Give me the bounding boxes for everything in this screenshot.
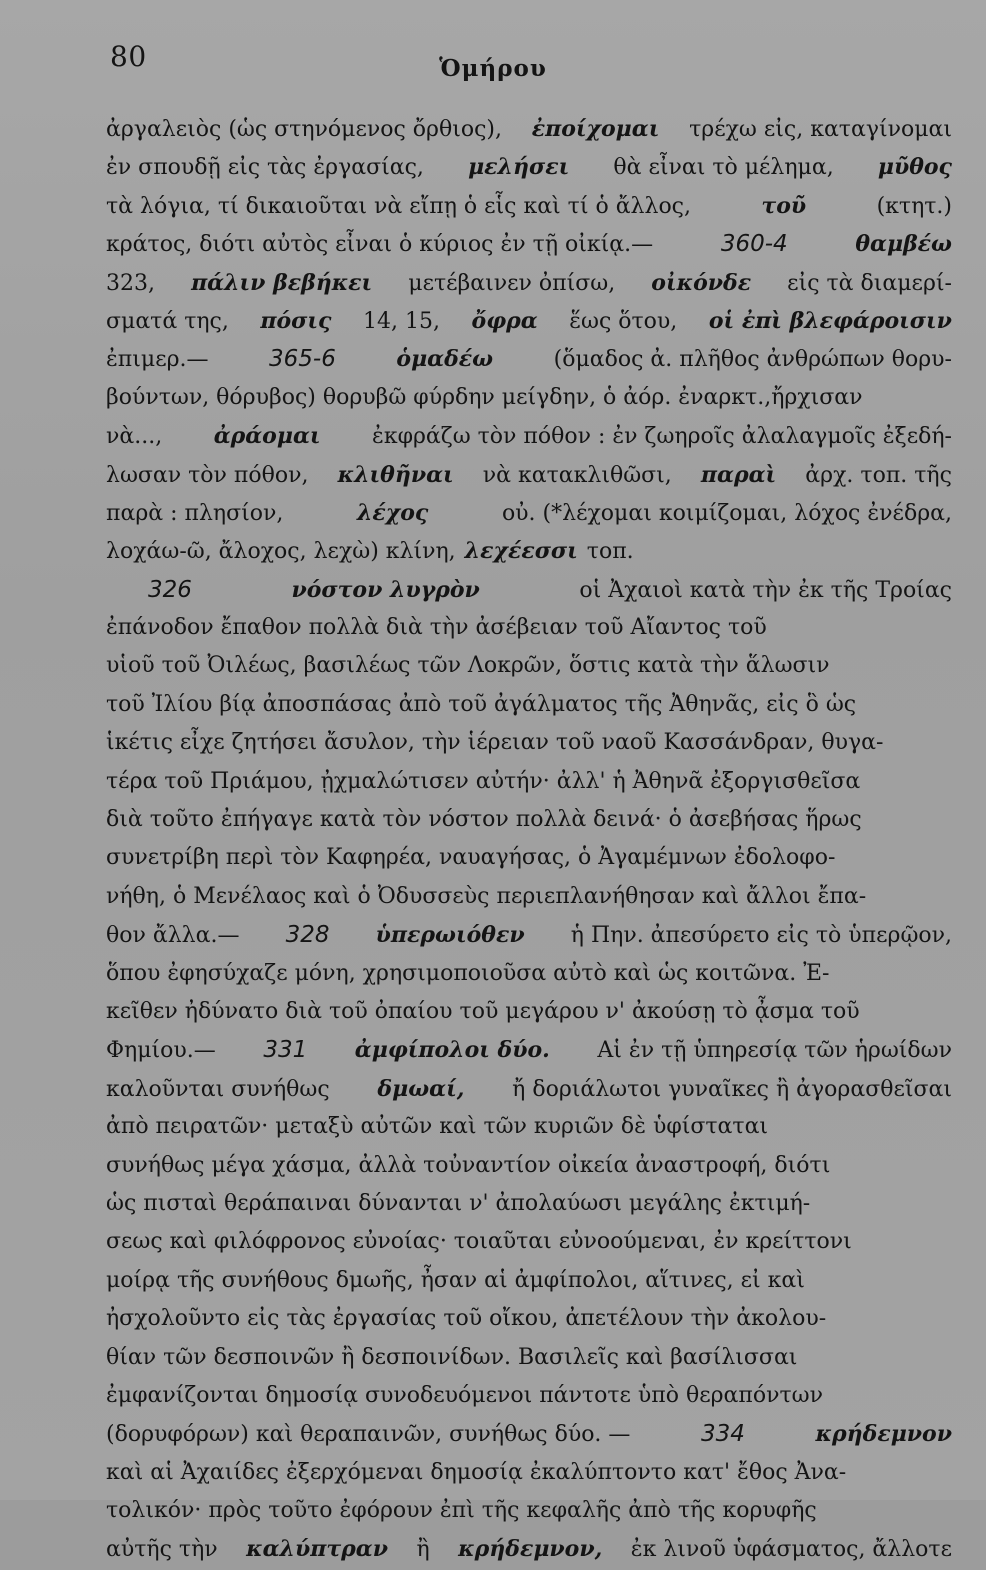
text-run: τὰ λόγια, τί δικαιοῦται νὰ εἴπῃ ὁ εἷς καὶ τί ὁ ἄλλος,	[106, 193, 691, 219]
text-run: σματά της,	[106, 308, 229, 334]
text-line	[106, 839, 952, 877]
text-line	[106, 1492, 952, 1530]
text-run: μετέβαινεν ὀπίσω,	[408, 270, 616, 296]
text-line	[106, 878, 952, 916]
text-run: Αἱ ἐν τῇ ὑπηρεσίᾳ τῶν ἡρωίδων	[597, 1038, 952, 1064]
lemma-word: θαμβέω	[855, 231, 952, 258]
text-run: ἐκ λινοῦ ὑφάσματος, ἄλλοτε	[630, 1537, 952, 1563]
text-line	[106, 724, 952, 762]
text-run: συνήθως μέγα χάσμα, ἀλλὰ τοὐναντίον οἰκεία ἀναστροφή, διότι	[106, 1152, 831, 1178]
text-line	[106, 1185, 952, 1223]
lemma-word: παραὶ	[700, 461, 777, 488]
text-run: λωσαν τὸν πόθον,	[106, 462, 309, 488]
text-line	[106, 916, 952, 954]
text-run: ἱκέτις εἶχε ζητήσει ἄσυλον, τὴν ἱέρειαν τοῦ ναοῦ Κασσάνδραν, θυγα-	[106, 730, 884, 756]
text-line	[106, 264, 952, 302]
text-run: ὡς πισταὶ θεράπαιναι δύνανται ν' ἀπολαύωσι μεγάλης ἐκτιμή-	[106, 1190, 811, 1216]
lemma-word: λεχέεσσι	[464, 538, 578, 565]
text-run: ἡ Πην. ἀπεσύρετο εἰς τὸ ὑπερῷον,	[570, 923, 952, 949]
text-run: ἀπὸ πειρατῶν· μεταξὺ αὐτῶν καὶ τῶν κυριῶν δὲ ὑφίσταται	[106, 1114, 769, 1140]
text-run: (κτητ.)	[876, 193, 952, 219]
text-run: συνετρίβη περὶ τὸν Καφηρέα, ναυαγήσας, ὁ Ἀγαμέμνων ἐδολοφο-	[106, 845, 836, 871]
text-run: παρὰ : πλησίον,	[106, 500, 284, 526]
lemma-word: ὑπερωιόθεν	[375, 922, 525, 949]
verse-reference: 326	[148, 576, 192, 603]
text-run: 323,	[106, 270, 155, 296]
text-run: υἱοῦ τοῦ Ὀιλέως, βασιλέως τῶν Λοκρῶν, ὅστις κατὰ τὴν ἅλωσιν	[106, 653, 830, 679]
text-line	[106, 993, 952, 1031]
verse-reference: 331	[263, 1037, 308, 1064]
text-run: καὶ αἱ Ἀχαιίδες ἐξερχόμεναι δημοσίᾳ ἐκαλύπτοντο κατ' ἔθος Ἀνα-	[106, 1459, 847, 1485]
text-line	[106, 379, 952, 417]
lemma-word: κρήδεμνον,	[458, 1536, 603, 1563]
text-line	[106, 532, 952, 570]
text-run: λοχάω-ῶ, ἄλοχος, λεχὼ) κλίνη,	[106, 539, 456, 565]
text-run: ὅπου ἐφησύχαζε μόνη, χρησιμοποιοῦσα αὐτὸ καὶ ὡς κοιτῶνα. Ἐ-	[106, 960, 830, 986]
text-line	[106, 1377, 952, 1415]
commentary-text	[106, 110, 952, 1569]
text-line	[106, 1147, 952, 1185]
lemma-word: κρήδεμνον	[815, 1421, 952, 1448]
text-run: ἐμφανίζονται δημοσίᾳ συνοδευόμενοι πάντοτε ὑπὸ θεραπόντων	[106, 1382, 823, 1408]
lemma-word: ὄφρα	[471, 307, 538, 334]
text-line	[106, 1031, 952, 1069]
text-run: Φημίου.—	[106, 1038, 216, 1064]
text-run: σεως καὶ φιλόφρονος εὐνοίας· τοιαῦται εὐνοούμεναι, ἐν κρείττονι	[106, 1229, 852, 1255]
lemma-word: μῦθος	[877, 154, 952, 181]
text-line	[106, 1300, 952, 1338]
verse-reference: 334	[701, 1421, 745, 1448]
page-number: 80	[110, 40, 147, 73]
lemma-word: ὁμαδέω	[396, 346, 494, 373]
text-line	[106, 340, 952, 378]
lemma-word: πάλιν βεβήκει	[191, 269, 373, 296]
text-line	[106, 609, 952, 647]
text-line	[106, 494, 952, 532]
text-line	[106, 1530, 952, 1568]
text-line	[106, 110, 952, 148]
text-run: ἐπιμερ.—	[106, 347, 209, 373]
text-line	[106, 763, 952, 801]
text-run: οἱ Ἀχαιοὶ κατὰ τὴν ἐκ τῆς Τροίας	[579, 577, 952, 603]
text-run: ἢ	[416, 1537, 430, 1563]
text-run: 14, 15,	[363, 308, 440, 334]
text-run: κράτος, διότι αὐτὸς εἶναι ὁ κύριος ἐν τῇ οἰκίᾳ.—	[106, 232, 654, 258]
text-run: θὰ εἶναι τὸ μέλημα,	[613, 155, 834, 181]
text-run: οὐ. (*λέχομαι κοιμίζομαι, λόχος ἐνέδρα,	[501, 500, 952, 526]
text-run: διὰ τοῦτο ἐπήγαγε κατὰ τὸν νόστον πολλὰ δεινά· ὁ ἀσεβήσας ἥρως	[106, 807, 862, 833]
text-run: ἠσχολοῦντο εἰς τὰς ἐργασίας τοῦ οἴκου, ἀπετέλουν τὴν ἀκολου-	[106, 1306, 827, 1332]
text-run: (ὅμαδος ἀ. πλῆθος ἀνθρώπων θορυ-	[553, 347, 952, 373]
text-line	[106, 1454, 952, 1492]
text-line	[106, 647, 952, 685]
text-line	[106, 417, 952, 455]
verse-reference: 328	[285, 922, 330, 949]
text-line	[106, 955, 952, 993]
text-run: ἐν σπουδῇ εἰς τὰς ἐργασίας,	[106, 155, 424, 181]
text-run: τολικόν· πρὸς τοῦτο ἐφόρουν ἐπὶ τῆς κεφαλῆς ἀπὸ τῆς κορυφῆς	[106, 1498, 817, 1524]
text-line	[106, 686, 952, 724]
text-line	[106, 1415, 952, 1453]
text-line	[106, 801, 952, 839]
text-run: νὰ...,	[106, 424, 163, 450]
text-run: μοίρᾳ τῆς συνήθους δμωῆς, ἦσαν αἱ ἀμφίπολοι, αἵτινες, εἰ καὶ	[106, 1267, 805, 1293]
lemma-word: μελήσει	[468, 154, 570, 181]
text-run: αὐτῆς τὴν	[106, 1537, 218, 1563]
lemma-word: δμωαί,	[377, 1075, 465, 1102]
text-run: βούντων, θόρυβος) θορυβῶ φύρδην μείγδην, ὁ ἀόρ. ἐναρκτ.,ἤρχισαν	[106, 384, 863, 410]
lemma-word: οἰκόνδε	[651, 269, 752, 296]
running-title: Ὁμήρου	[439, 55, 547, 82]
text-run: θον ἄλλα.—	[106, 923, 240, 949]
text-run: ἀρχ. τοπ. τῆς	[805, 462, 952, 488]
text-run: εἰς τὰ διαμερί-	[787, 270, 952, 296]
lemma-word: τοῦ	[761, 192, 807, 219]
text-run: (δορυφόρων) καὶ θεραπαινῶν, συνήθως δύο. —	[106, 1422, 631, 1448]
text-line	[106, 1108, 952, 1146]
lemma-word: λέχος	[356, 499, 429, 526]
lemma-word: ἐποίχομαι	[531, 116, 660, 142]
text-run: τοῦ Ἰλίου βίᾳ ἀποσπάσας ἀπὸ τοῦ ἀγάλματος τῆς Ἀθηνᾶς, εἰς ὃ ὡς	[106, 691, 857, 717]
verse-reference: 365-6	[269, 346, 336, 373]
lemma-word: κλιθῆναι	[337, 461, 454, 488]
lemma-word: οἱ ἐπὶ βλεφάροισιν	[708, 307, 952, 334]
text-run: τέρα τοῦ Πριάμου, ᾐχμαλώτισεν αὐτήν· ἀλλ' ἡ Ἀθηνᾶ ἐξοργισθεῖσα	[106, 768, 861, 794]
text-run: κεῖθεν ἠδύνατο διὰ τοῦ ὀπαίου τοῦ μεγάρου ν' ἀκούσῃ τὸ ᾆσμα τοῦ	[106, 998, 860, 1024]
text-line	[106, 1262, 952, 1300]
lemma-word: νόστον λυγρὸν	[291, 576, 480, 603]
text-run: θίαν τῶν δεσποινῶν ἢ δεσποινίδων. Βασιλεῖς καὶ βασίλισσαι	[106, 1344, 798, 1370]
text-run: νήθη, ὁ Μενέλαος καὶ ὁ Ὀδυσσεὺς περιεπλανήθησαν καὶ ἄλλοι ἔπα-	[106, 883, 867, 909]
text-line	[106, 148, 952, 186]
text-line	[106, 225, 952, 263]
text-run: ἀργαλειὸς (ὡς στηνόμενος ὄρθιος),	[106, 117, 502, 142]
lemma-word: καλύπτραν	[246, 1536, 388, 1563]
text-run: ἕως ὅτου,	[569, 308, 678, 334]
text-line	[106, 1070, 952, 1108]
text-line	[106, 1339, 952, 1377]
text-run: τοπ.	[586, 539, 634, 565]
text-line	[106, 302, 952, 340]
verse-reference: 360-4	[720, 231, 788, 258]
lemma-word: ἀράομαι	[213, 423, 321, 450]
text-run: καλοῦνται συνήθως	[106, 1076, 330, 1102]
lemma-word: ἀμφίπολοι δύο.	[354, 1037, 550, 1064]
text-line	[106, 571, 952, 609]
text-run: ἤ δοριάλωτοι γυναῖκες ἢ ἀγορασθεῖσαι	[512, 1076, 952, 1102]
text-run: ἐκφράζω τὸν πόθον : ἐν ζωηροῖς ἀλαλαγμοῖς ἐξεδή-	[372, 424, 952, 450]
text-run: νὰ κατακλιθῶσι,	[482, 462, 672, 488]
text-run: ἐπάνοδον ἔπαθον πολλὰ διὰ τὴν ἀσέβειαν τοῦ Αἴαντος τοῦ	[106, 615, 767, 641]
lemma-word: πόσις	[260, 307, 332, 334]
text-line	[106, 456, 952, 494]
text-line	[106, 1223, 952, 1261]
text-line	[106, 187, 952, 225]
text-run: τρέχω εἰς, καταγίνομαι	[689, 117, 952, 142]
